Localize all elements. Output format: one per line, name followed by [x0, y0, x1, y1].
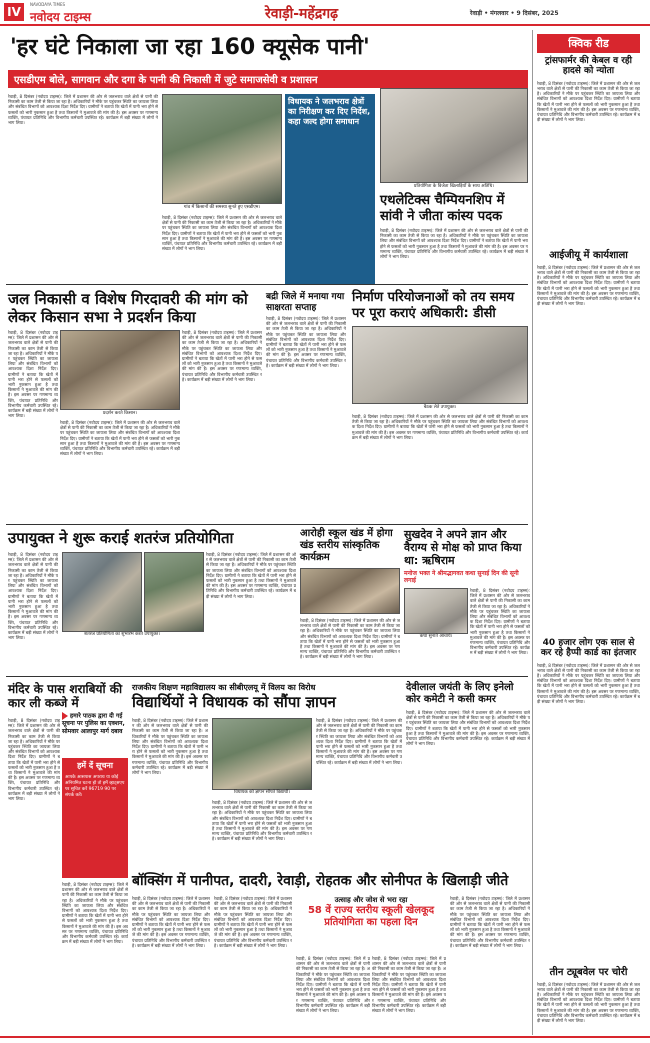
chess-photo-caption: शतरंज प्रतियोगिता का शुभारंभ करते उपायुक्त। — [84, 632, 160, 637]
construction-headline: निर्माण परियोजनाओं को तय समय पर पूरा कराएं अधिकारी: डीसी — [352, 290, 515, 321]
athletics-photo — [380, 88, 528, 183]
quickread-item2-title: आईजीयू में कार्यशाला — [549, 249, 628, 261]
temple-headline: मंदिर के पास शराबियों की कार ली कब्जे में — [8, 682, 123, 710]
lead-photo — [162, 94, 282, 204]
badri-body: रेवाड़ी, 8 दिसंबर (नवोदय टाइम्स): जिले में प्रशासन की ओर से जलभराव वाले क्षेत्रों से पानी की निकासी का काम तेजी से किया जा रहा है। अधिकारियों ने मौके पर पहुंचकर स्थिति का जायजा लिया और संबंधित विभागों को आवश्यक दिशा निर्देश दिए। ग्रामीणों ने बताया कि खेतों में पानी भरा होने से फसलों को भारी नुकसान हुआ है तथा किसानों ने मुआवजे की मांग की है। इस अवसर पर गणमान्य व्यक्ति, पंचायत प्रतिनिधि और विभागीय कर्मचारी उपस्थित रहे। कार्यक्रम में बड़ी संख्या में लोगों ने भाग लिया। — [266, 316, 346, 368]
cultural-headline: आरोही स्कूल खंड में होगा खंड स्तरीय सांस्कृतिक कार्यक्रम — [300, 528, 393, 563]
sukhdev-photo — [404, 588, 468, 634]
chess-headline: उपायुक्त ने शुरू कराई शतरंज प्रतियोगिता — [8, 529, 234, 547]
farmers-photo-caption: प्रदर्शन करते किसान। — [102, 411, 138, 416]
notice-box — [62, 758, 128, 878]
athletics-headline: एथलेटिक्स चैम्पियनशिप में सांवी ने जीता कांस्य पदक — [380, 193, 505, 224]
lead-body-text-2: रेवाड़ी, 8 दिसंबर (नवोदय टाइम्स): जिले में प्रशासन की ओर से जलभराव वाले क्षेत्रों से पानी की निकासी का काम तेजी से किया जा रहा है। अधिकारियों ने मौके पर पहुंचकर स्थिति का जायजा लिया और संबंधित विभागों को आवश्यक दिशा निर्देश दिए। ग्रामीणों ने बताया कि खेतों में पानी भरा होने से फसलों को भारी नुकसान हुआ है तथा किसानों ने मुआवजे की मांग की है। इस अवसर पर गणमान्य व्यक्ति, पंचायत प्रतिनिधि और विभागीय कर्मचारी उपस्थित रहे। कार्यक्रम में बड़ी संख्या में लोगों ने भाग लिया। — [162, 215, 282, 252]
quickread-item3-body: रेवाड़ी, 8 दिसंबर (नवोदय टाइम्स): जिले में प्रशासन की ओर से जलभराव वाले क्षेत्रों से पानी की निकासी का काम तेजी से किया जा रहा है। अधिकारियों ने मौके पर पहुंचकर स्थिति का जायजा लिया और संबंधित विभागों को आवश्यक दिशा निर्देश दिए। ग्रामीणों ने बताया कि खेतों में पानी भरा होने से फसलों को भारी नुकसान हुआ है तथा किसानों ने मुआवजे की मांग की है। इस अवसर पर गणमान्य व्यक्ति, पंचायत प्रतिनिधि और विभागीय कर्मचारी उपस्थित रहे। कार्यक्रम में बड़ी संख्या में लोगों ने भाग लिया। — [537, 662, 640, 704]
lead-body-text: रेवाड़ी, 8 दिसंबर (नवोदय टाइम्स): जिले में प्रशासन की ओर से जलभराव वाले क्षेत्रों से पानी की निकासी का काम तेजी से किया जा रहा है। अधिकारियों ने मौके पर पहुंचकर स्थिति का जायजा लिया और संबंधित विभागों को आवश्यक दिशा निर्देश दिए। ग्रामीणों ने बताया कि खेतों में पानी भरा होने से फसलों को भारी नुकसान हुआ है तथा किसानों ने मुआवजे की मांग की है। इस अवसर पर गणमान्य व्यक्ति, पंचायत प्रतिनिधि और विभागीय कर्मचारी उपस्थित रहे। कार्यक्रम में बड़ी संख्या में लोगों ने भाग लिया। — [8, 94, 158, 126]
quickread-item3-title: 40 हजार लोग एक साल से कर रहे हैप्पी कार्ड का इंतजार — [540, 637, 637, 658]
sukhdev-photo-caption: कथा सुनाते आचार्य। — [419, 634, 453, 639]
college-body-right: रेवाड़ी, 8 दिसंबर (नवोदय टाइम्स): जिले में प्रशासन की ओर से जलभराव वाले क्षेत्रों से पानी की निकासी का काम तेजी से किया जा रहा है। अधिकारियों ने मौके पर पहुंचकर स्थिति का जायजा लिया और संबंधित विभागों को आवश्यक दिशा निर्देश दिए। ग्रामीणों ने बताया कि खेतों में पानी भरा होने से फसलों को भारी नुकसान हुआ है तथा किसानों ने मुआवजे की मांग की है। इस अवसर पर गणमान्य व्यक्ति, पंचायत प्रतिनिधि और विभागीय कर्मचारी उपस्थित रहे। कार्यक्रम में बड़ी संख्या में लोगों ने भाग लिया। — [316, 718, 402, 765]
paper-small-label: NAVODAYA TIMES — [30, 2, 66, 7]
lead-headline: 'हर घंटे निकाला जा रहा 160 क्यूसेक पानी' — [10, 35, 370, 60]
college-body-mid: रेवाड़ी, 8 दिसंबर (नवोदय टाइम्स): जिले में प्रशासन की ओर से जलभराव वाले क्षेत्रों से पानी की निकासी का काम तेजी से किया जा रहा है। अधिकारियों ने मौके पर पहुंचकर स्थिति का जायजा लिया और संबंधित विभागों को आवश्यक दिशा निर्देश दिए। ग्रामीणों ने बताया कि खेतों में पानी भरा होने से फसलों को भारी नुकसान हुआ है तथा किसानों ने मुआवजे की मांग की है। इस अवसर पर गणमान्य व्यक्ति, पंचायत प्रतिनिधि और विभागीय कर्मचारी उपस्थित रहे। कार्यक्रम में बड़ी संख्या में लोगों ने भाग लिया। — [212, 800, 312, 842]
notice-body: आपके आसपास अपराध या कोई अनियमित घटना हो तो हमें व्हाट्सएप पर सूचित करें 96719 90 पर संपर्क करें। — [65, 775, 125, 798]
boxing-body-5: रेवाड़ी, 8 दिसंबर (नवोदय टाइम्स): जिले में प्रशासन की ओर से जलभराव वाले क्षेत्रों से पानी की निकासी का काम तेजी से किया जा रहा है। अधिकारियों ने मौके पर पहुंचकर स्थिति का जायजा लिया और संबंधित विभागों को आवश्यक दिशा निर्देश दिए। ग्रामीणों ने बताया कि खेतों में पानी भरा होने से फसलों को भारी नुकसान हुआ है तथा किसानों ने मुआवजे की मांग की है। इस अवसर पर गणमान्य व्यक्ति, पंचायत प्रतिनिधि और विभागीय कर्मचारी उपस्थित रहे। कार्यक्रम में बड़ी संख्या में लोगों ने भाग लिया। — [450, 896, 530, 948]
devilal-headline: देवीलाल जयंती के लिए इनेलो कोर कमेटी ने कसी कमर — [406, 682, 514, 705]
farmers-body-bottom: रेवाड़ी, 8 दिसंबर (नवोदय टाइम्स): जिले में प्रशासन की ओर से जलभराव वाले क्षेत्रों से पानी की निकासी का काम तेजी से किया जा रहा है। अधिकारियों ने मौके पर पहुंचकर स्थिति का जायजा लिया और संबंधित विभागों को आवश्यक दिशा निर्देश दिए। ग्रामीणों ने बताया कि खेतों में पानी भरा होने से फसलों को भारी नुकसान हुआ है तथा किसानों ने मुआवजे की मांग की है। इस अवसर पर गणमान्य व्यक्ति, पंचायत प्रतिनिधि और विभागीय कर्मचारी उपस्थित रहे। कार्यक्रम में बड़ी संख्या में लोगों ने भाग लिया। — [60, 420, 180, 457]
athletics-photo-caption: प्रतियोगिता के विजेता खिलाड़ियों के साथ अतिथि। — [413, 184, 495, 189]
construction-body: रेवाड़ी, 8 दिसंबर (नवोदय टाइम्स): जिले में प्रशासन की ओर से जलभराव वाले क्षेत्रों से पानी की निकासी का काम तेजी से किया जा रहा है। अधिकारियों ने मौके पर पहुंचकर स्थिति का जायजा लिया और संबंधित विभागों को आवश्यक दिशा निर्देश दिए। ग्रामीणों ने बताया कि खेतों में पानी भरा होने से फसलों को भारी नुकसान हुआ है तथा किसानों ने मुआवजे की मांग की है। इस अवसर पर गणमान्य व्यक्ति, पंचायत प्रतिनिधि और विभागीय कर्मचारी उपस्थित रहे। कार्यक्रम में बड़ी संख्या में लोगों ने भाग लिया। — [352, 414, 528, 440]
college-kicker: राजकीय शिक्षण महाविद्यालय का सीबीएलयू में विलय का विरोध — [132, 683, 316, 692]
page-number: IV — [4, 3, 24, 21]
badri-headline-display: बद्री जिले में मनाया गया साक्षरता सप्ताह — [266, 292, 345, 313]
sukhdev-headline: सुखदेव ने अपने ज्ञान और वैराग्य से मोक्ष को प्राप्त किया था: ऋषिराम — [404, 528, 522, 567]
lead-blurb: विधायक ने जलभराव क्षेत्रों का निरीक्षण कर दिए निर्देश, कहा जल्द होगा समाधान — [288, 97, 371, 126]
divider — [6, 524, 528, 525]
quickread-item4-body: रेवाड़ी, 8 दिसंबर (नवोदय टाइम्स): जिले में प्रशासन की ओर से जलभराव वाले क्षेत्रों से पानी की निकासी का काम तेजी से किया जा रहा है। अधिकारियों ने मौके पर पहुंचकर स्थिति का जायजा लिया और संबंधित विभागों को आवश्यक दिशा निर्देश दिए। ग्रामीणों ने बताया कि खेतों में पानी भरा होने से फसलों को भारी नुकसान हुआ है तथा किसानों ने मुआवजे की मांग की है। इस अवसर पर गणमान्य व्यक्ति, पंचायत प्रतिनिधि और विभागीय कर्मचारी उपस्थित रहे। कार्यक्रम में बड़ी संख्या में लोगों ने भाग लिया। — [537, 981, 640, 1023]
cultural-photo — [300, 568, 400, 614]
farmers-headline: जल निकासी व विशेष गिरदावरी की मांग को लेकर किसान सभा ने प्रदर्शन किया — [8, 290, 248, 326]
cultural-body: रेवाड़ी, 8 दिसंबर (नवोदय टाइम्स): जिले में प्रशासन की ओर से जलभराव वाले क्षेत्रों से पानी की निकासी का काम तेजी से किया जा रहा है। अधिकारियों ने मौके पर पहुंचकर स्थिति का जायजा लिया और संबंधित विभागों को आवश्यक दिशा निर्देश दिए। ग्रामीणों ने बताया कि खेतों में पानी भरा होने से फसलों को भारी नुकसान हुआ है तथा किसानों ने मुआवजे की मांग की है। इस अवसर पर गणमान्य व्यक्ति, पंचायत प्रतिनिधि और विभागीय कर्मचारी उपस्थित रहे। कार्यक्रम में बड़ी संख्या में लोगों ने भाग लिया। — [300, 618, 400, 660]
boxing-headline: बॉक्सिंग में पानीपत, दादरी, रेवाड़ी, रोहतक और सोनीपत के खिलाड़ी जीते — [132, 873, 509, 889]
farmers-body-left: रेवाड़ी, 8 दिसंबर (नवोदय टाइम्स): जिले में प्रशासन की ओर से जलभराव वाले क्षेत्रों से पानी की निकासी का काम तेजी से किया जा रहा है। अधिकारियों ने मौके पर पहुंचकर स्थिति का जायजा लिया और संबंधित विभागों को आवश्यक दिशा निर्देश दिए। ग्रामीणों ने बताया कि खेतों में पानी भरा होने से फसलों को भारी नुकसान हुआ है तथा किसानों ने मुआवजे की मांग की है। इस अवसर पर गणमान्य व्यक्ति, पंचायत प्रतिनिधि और विभागीय कर्मचारी उपस्थित रहे। कार्यक्रम में बड़ी संख्या में लोगों ने भाग लिया। — [8, 330, 58, 419]
college-photo — [212, 718, 312, 790]
farmers-body-mid: रेवाड़ी, 8 दिसंबर (नवोदय टाइम्स): जिले में प्रशासन की ओर से जलभराव वाले क्षेत्रों से पानी की निकासी का काम तेजी से किया जा रहा है। अधिकारियों ने मौके पर पहुंचकर स्थिति का जायजा लिया और संबंधित विभागों को आवश्यक दिशा निर्देश दिए। ग्रामीणों ने बताया कि खेतों में पानी भरा होने से फसलों को भारी नुकसान हुआ है तथा किसानों ने मुआवजे की मांग की है। इस अवसर पर गणमान्य व्यक्ति, पंचायत प्रतिनिधि और विभागीय कर्मचारी उपस्थित रहे। कार्यक्रम में बड़ी संख्या में लोगों ने भाग लिया। — [182, 330, 262, 382]
chess-body-right: रेवाड़ी, 8 दिसंबर (नवोदय टाइम्स): जिले में प्रशासन की ओर से जलभराव वाले क्षेत्रों से पानी की निकासी का काम तेजी से किया जा रहा है। अधिकारियों ने मौके पर पहुंचकर स्थिति का जायजा लिया और संबंधित विभागों को आवश्यक दिशा निर्देश दिए। ग्रामीणों ने बताया कि खेतों में पानी भरा होने से फसलों को भारी नुकसान हुआ है तथा किसानों ने मुआवजे की मांग की है। इस अवसर पर गणमान्य व्यक्ति, पंचायत प्रतिनिधि और विभागीय कर्मचारी उपस्थित रहे। कार्यक्रम में बड़ी संख्या में लोगों ने भाग लिया। — [206, 552, 296, 599]
section-title: रेवाड़ी-महेंद्रगढ़ — [265, 6, 339, 22]
lead-subhead: एसडीएम बोले, सागवान और दगा के पानी की निकासी में जुटे समाजसेवी व प्रशासन — [14, 75, 318, 86]
boxing-body-3: रेवाड़ी, 8 दिसंबर (नवोदय टाइम्स): जिले में प्रशासन की ओर से जलभराव वाले क्षेत्रों से पानी की निकासी का काम तेजी से किया जा रहा है। अधिकारियों ने मौके पर पहुंचकर स्थिति का जायजा लिया और संबंधित विभागों को आवश्यक दिशा निर्देश दिए। ग्रामीणों ने बताया कि खेतों में पानी भरा होने से फसलों को भारी नुकसान हुआ है तथा किसानों ने मुआवजे की मांग की है। इस अवसर पर गणमान्य व्यक्ति, पंचायत प्रतिनिधि और विभागीय कर्मचारी उपस्थित रहे। कार्यक्रम में बड़ी संख्या में लोगों ने भाग लिया। — [296, 956, 370, 1014]
quickread-item2-body: रेवाड़ी, 8 दिसंबर (नवोदय टाइम्स): जिले में प्रशासन की ओर से जलभराव वाले क्षेत्रों से पानी की निकासी का काम तेजी से किया जा रहा है। अधिकारियों ने मौके पर पहुंचकर स्थिति का जायजा लिया और संबंधित विभागों को आवश्यक दिशा निर्देश दिए। ग्रामीणों ने बताया कि खेतों में पानी भरा होने से फसलों को भारी नुकसान हुआ है तथा किसानों ने मुआवजे की मांग की है। इस अवसर पर गणमान्य व्यक्ति, पंचायत प्रतिनिधि और विभागीय कर्मचारी उपस्थित रहे। कार्यक्रम में बड़ी संख्या में लोगों ने भाग लिया। — [537, 264, 640, 307]
divider — [6, 676, 528, 677]
quickread-column — [532, 30, 644, 1035]
chess-photo — [62, 552, 142, 632]
boxing-body-4: रेवाड़ी, 8 दिसंबर (नवोदय टाइम्स): जिले में प्रशासन की ओर से जलभराव वाले क्षेत्रों से पानी की निकासी का काम तेजी से किया जा रहा है। अधिकारियों ने मौके पर पहुंचकर स्थिति का जायजा लिया और संबंधित विभागों को आवश्यक दिशा निर्देश दिए। ग्रामीणों ने बताया कि खेतों में पानी भरा होने से फसलों को भारी नुकसान हुआ है तथा किसानों ने मुआवजे की मांग की है। इस अवसर पर गणमान्य व्यक्ति, पंचायत प्रतिनिधि और विभागीय कर्मचारी उपस्थित रहे। कार्यक्रम में बड़ी संख्या में लोगों ने भाग लिया। — [372, 956, 446, 1014]
sukhdev-body: रेवाड़ी, 8 दिसंबर (नवोदय टाइम्स): जिले में प्रशासन की ओर से जलभराव वाले क्षेत्रों से पानी की निकासी का काम तेजी से किया जा रहा है। अधिकारियों ने मौके पर पहुंचकर स्थिति का जायजा लिया और संबंधित विभागों को आवश्यक दिशा निर्देश दिए। ग्रामीणों ने बताया कि खेतों में पानी भरा होने से फसलों को भारी नुकसान हुआ है तथा किसानों ने मुआवजे की मांग की है। इस अवसर पर गणमान्य व्यक्ति, पंचायत प्रतिनिधि और विभागीय कर्मचारी उपस्थित रहे। कार्यक्रम में बड़ी संख्या में लोगों ने भाग लिया। — [470, 588, 530, 656]
quickread-item1-body: रेवाड़ी, 8 दिसंबर (नवोदय टाइम्स): जिले में प्रशासन की ओर से जलभराव वाले क्षेत्रों से पानी की निकासी का काम तेजी से किया जा रहा है। अधिकारियों ने मौके पर पहुंचकर स्थिति का जायजा लिया और संबंधित विभागों को आवश्यक दिशा निर्देश दिए। ग्रामीणों ने बताया कि खेतों में पानी भरा होने से फसलों को भारी नुकसान हुआ है तथा किसानों ने मुआवजे की मांग की है। इस अवसर पर गणमान्य व्यक्ति, पंचायत प्रतिनिधि और विभागीय कर्मचारी उपस्थित रहे। कार्यक्रम में बड़ी संख्या में लोगों ने भाग लिया। — [537, 80, 640, 123]
college-photo-caption: विधायक को ज्ञापन सौंपते विद्यार्थी। — [234, 790, 290, 795]
lead-blurb-box — [285, 94, 375, 284]
college-headline: विद्यार्थियों ने विधायक को सौंपा ज्ञापन — [132, 693, 336, 711]
athletics-body: रेवाड़ी, 8 दिसंबर (नवोदय टाइम्स): जिले में प्रशासन की ओर से जलभराव वाले क्षेत्रों से पानी की निकासी का काम तेजी से किया जा रहा है। अधिकारियों ने मौके पर पहुंचकर स्थिति का जायजा लिया और संबंधित विभागों को आवश्यक दिशा निर्देश दिए। ग्रामीणों ने बताया कि खेतों में पानी भरा होने से फसलों को भारी नुकसान हुआ है तथा किसानों ने मुआवजे की मांग की है। इस अवसर पर गणमान्य व्यक्ति, पंचायत प्रतिनिधि और विभागीय कर्मचारी उपस्थित रहे। कार्यक्रम में बड़ी संख्या में लोगों ने भाग लिया। — [380, 228, 528, 260]
quickread-item1-title: ट्रांसफार्मर की केबल व रही हादसे को न्योता — [544, 56, 632, 76]
page-footer-rule — [0, 1036, 650, 1038]
masthead — [0, 0, 650, 26]
issue-date: रेवाड़ी • मंगलवार • 9 दिसंबर, 2025 — [470, 10, 559, 17]
arrow-icon — [62, 712, 68, 720]
notice-label: हमें दें सूचना — [77, 761, 113, 770]
college-body-left: रेवाड़ी, 8 दिसंबर (नवोदय टाइम्स): जिले में प्रशासन की ओर से जलभराव वाले क्षेत्रों से पानी की निकासी का काम तेजी से किया जा रहा है। अधिकारियों ने मौके पर पहुंचकर स्थिति का जायजा लिया और संबंधित विभागों को आवश्यक दिशा निर्देश दिए। ग्रामीणों ने बताया कि खेतों में पानी भरा होने से फसलों को भारी नुकसान हुआ है तथा किसानों ने मुआवजे की मांग की है। इस अवसर पर गणमान्य व्यक्ति, पंचायत प्रतिनिधि और विभागीय कर्मचारी उपस्थित रहे। कार्यक्रम में बड़ी संख्या में लोगों ने भाग लिया। — [132, 718, 208, 776]
chess-body-left: रेवाड़ी, 8 दिसंबर (नवोदय टाइम्स): जिले में प्रशासन की ओर से जलभराव वाले क्षेत्रों से पानी की निकासी का काम तेजी से किया जा रहा है। अधिकारियों ने मौके पर पहुंचकर स्थिति का जायजा लिया और संबंधित विभागों को आवश्यक दिशा निर्देश दिए। ग्रामीणों ने बताया कि खेतों में पानी भरा होने से फसलों को भारी नुकसान हुआ है तथा किसानों ने मुआवजे की मांग की है। इस अवसर पर गणमान्य व्यक्ति, पंचायत प्रतिनिधि और विभागीय कर्मचारी उपस्थित रहे। कार्यक्रम में बड़ी संख्या में लोगों ने भाग लिया। — [8, 552, 58, 641]
sukhdev-subhead: मनोज भक्त ने श्रीमद्भागवत कथा सुनाई दिन की सूनी लगाई — [404, 570, 519, 584]
quickread-item4-title: तीन ट्यूबवेल पर चोरी — [549, 966, 628, 978]
school-box — [296, 896, 446, 952]
temple-body: रेवाड़ी, 8 दिसंबर (नवोदय टाइम्स): जिले में प्रशासन की ओर से जलभराव वाले क्षेत्रों से पानी की निकासी का काम तेजी से किया जा रहा है। अधिकारियों ने मौके पर पहुंचकर स्थिति का जायजा लिया और संबंधित विभागों को आवश्यक दिशा निर्देश दिए। ग्रामीणों ने बताया कि खेतों में पानी भरा होने से फसलों को भारी नुकसान हुआ है तथा किसानों ने मुआवजे की मांग की है। इस अवसर पर गणमान्य व्यक्ति, पंचायत प्रतिनिधि और विभागीय कर्मचारी उपस्थित रहे। कार्यक्रम में बड़ी संख्या में लोगों ने भाग लिया। — [8, 718, 60, 802]
temple-body-2: रेवाड़ी, 8 दिसंबर (नवोदय टाइम्स): जिले में प्रशासन की ओर से जलभराव वाले क्षेत्रों से पानी की निकासी का काम तेजी से किया जा रहा है। अधिकारियों ने मौके पर पहुंचकर स्थिति का जायजा लिया और संबंधित विभागों को आवश्यक दिशा निर्देश दिए। ग्रामीणों ने बताया कि खेतों में पानी भरा होने से फसलों को भारी नुकसान हुआ है तथा किसानों ने मुआवजे की मांग की है। इस अवसर पर गणमान्य व्यक्ति, पंचायत प्रतिनिधि और विभागीय कर्मचारी उपस्थित रहे। कार्यक्रम में बड़ी संख्या में लोगों ने भाग लिया। — [62, 882, 128, 945]
devilal-body: रेवाड़ी, 8 दिसंबर (नवोदय टाइम्स): जिले में प्रशासन की ओर से जलभराव वाले क्षेत्रों से पानी की निकासी का काम तेजी से किया जा रहा है। अधिकारियों ने मौके पर पहुंचकर स्थिति का जायजा लिया और संबंधित विभागों को आवश्यक दिशा निर्देश दिए। ग्रामीणों ने बताया कि खेतों में पानी भरा होने से फसलों को भारी नुकसान हुआ है तथा किसानों ने मुआवजे की मांग की है। इस अवसर पर गणमान्य व्यक्ति, पंचायत प्रतिनिधि और विभागीय कर्मचारी उपस्थित रहे। कार्यक्रम में बड़ी संख्या में लोगों ने भाग लिया। — [406, 710, 530, 747]
construction-photo — [352, 326, 528, 404]
farmers-photo — [60, 330, 180, 410]
boxing-body-1: रेवाड़ी, 8 दिसंबर (नवोदय टाइम्स): जिले में प्रशासन की ओर से जलभराव वाले क्षेत्रों से पानी की निकासी का काम तेजी से किया जा रहा है। अधिकारियों ने मौके पर पहुंचकर स्थिति का जायजा लिया और संबंधित विभागों को आवश्यक दिशा निर्देश दिए। ग्रामीणों ने बताया कि खेतों में पानी भरा होने से फसलों को भारी नुकसान हुआ है तथा किसानों ने मुआवजे की मांग की है। इस अवसर पर गणमान्य व्यक्ति, पंचायत प्रतिनिधि और विभागीय कर्मचारी उपस्थित रहे। कार्यक्रम में बड़ी संख्या में लोगों ने भाग लिया। — [132, 896, 210, 948]
boxing-body-2: रेवाड़ी, 8 दिसंबर (नवोदय टाइम्स): जिले में प्रशासन की ओर से जलभराव वाले क्षेत्रों से पानी की निकासी का काम तेजी से किया जा रहा है। अधिकारियों ने मौके पर पहुंचकर स्थिति का जायजा लिया और संबंधित विभागों को आवश्यक दिशा निर्देश दिए। ग्रामीणों ने बताया कि खेतों में पानी भरा होने से फसलों को भारी नुकसान हुआ है तथा किसानों ने मुआवजे की मांग की है। इस अवसर पर गणमान्य व्यक्ति, पंचायत प्रतिनिधि और विभागीय कर्मचारी उपस्थित रहे। कार्यक्रम में बड़ी संख्या में लोगों ने भाग लिया। — [214, 896, 292, 948]
school-sub: उत्साह और जोश से भरा रहा — [334, 896, 408, 904]
lead-subhead-bar — [8, 70, 528, 88]
paper-name: नवोदय टाइम्स — [30, 10, 92, 24]
construction-photo-caption: बैठक लेते उपायुक्त। — [423, 405, 457, 410]
temple-sub — [62, 712, 128, 735]
divider — [6, 284, 528, 285]
chess-photo-2 — [144, 552, 204, 632]
quickread-label: क्विक रीड — [537, 34, 640, 53]
school-headline: 58 वें राज्य स्तरीय स्कूली खेलकूद प्रतियोगिता का पहला दिन — [307, 905, 435, 928]
lead-photo-caption: गांव में किसानों की समस्या सुनते हुए एसडीएम। — [183, 205, 261, 210]
temple-sub-text: हमारे पाठक द्वारा दी गई सूचना पर पुलिस का एक्शन, सोमवार आलापुर मार्ग दबाव — [62, 712, 125, 735]
